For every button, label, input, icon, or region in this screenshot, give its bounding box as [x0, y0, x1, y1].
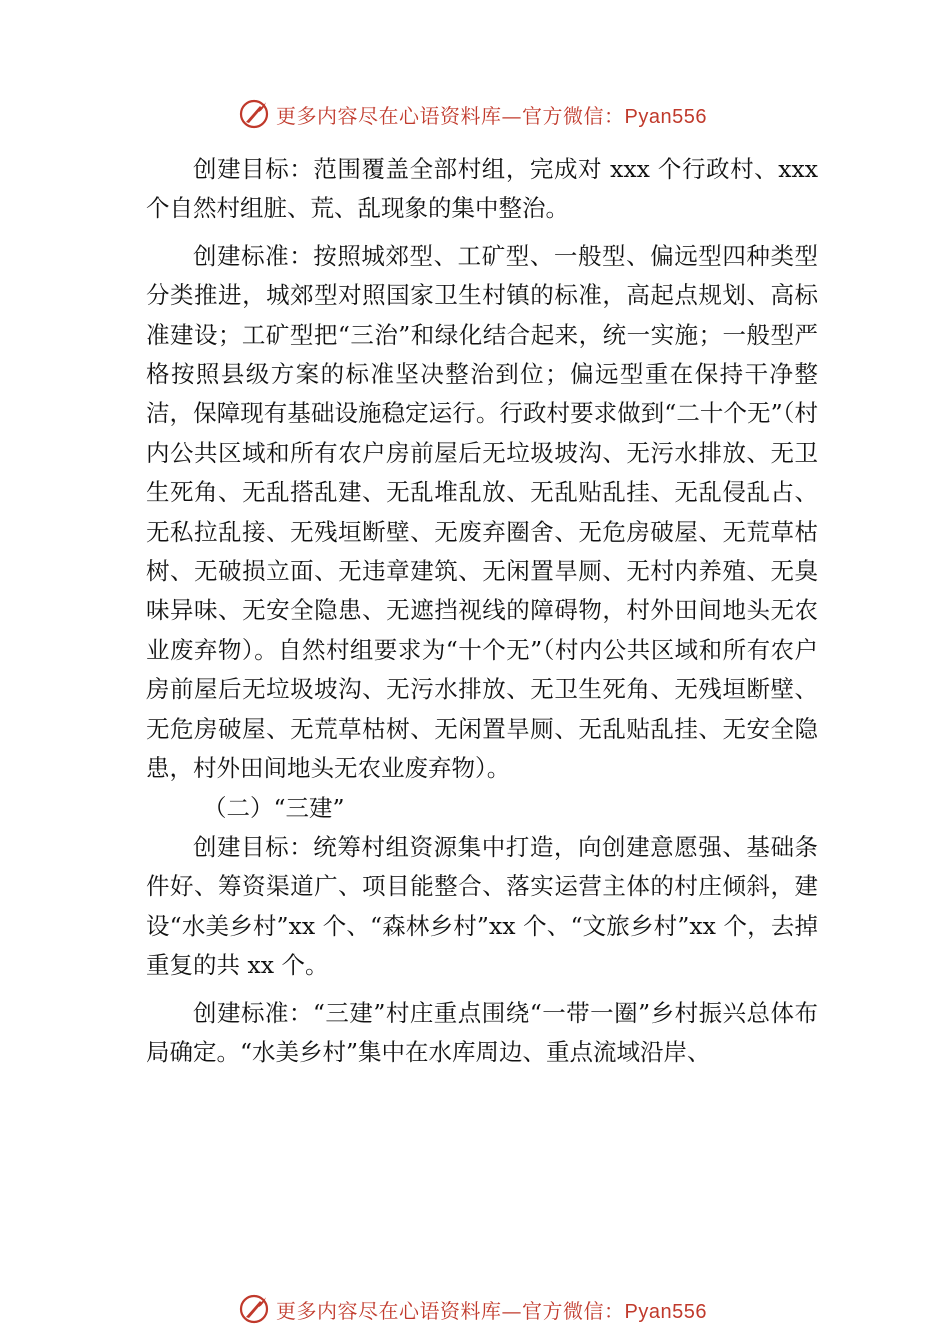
paragraph-goal-2: 创建目标：统筹村组资源集中打造，向创建意愿强、基础条件好、筹资渠道广、项目能整合、落实运营主体的村庄倾斜，建设“水美乡村”xx 个、“森林乡村”xx 个、“文旅乡村”xx 个，去掉重复的共 xx 个。: [146, 832, 818, 980]
section-heading: （二）“三建”: [203, 793, 345, 822]
watermark-text: [276, 1295, 707, 1324]
watermark-text: [276, 100, 707, 129]
watermark-wechat-id: Pyan556: [624, 105, 707, 128]
paragraph-goal-1: 创建目标：范围覆盖全部村组，完成对 xxx 个行政村、xxx 个自然村组脏、荒、乱现象的集中整治。: [146, 155, 818, 223]
watermark-header: [238, 96, 707, 132]
quill-circle-logo-icon: [238, 98, 270, 130]
quill-circle-logo-icon: [238, 1293, 270, 1325]
watermark-label: 更多内容尽在心语资料库—官方微信：: [276, 103, 625, 128]
paragraph-standard-1: 创建标准：按照城郊型、工矿型、一般型、偏远型四种类型分类推进，城郊型对照国家卫生村镇的标准，高起点规划、高标准建设；工矿型把“三治”和绿化结合起来，统一实施；一般型严格按照县级方案的标准坚决整治到位；偏远型重在保持干净整洁，保障现有基础设施稳定运行。行政村要求做到“二十个无”（村内公共区域和所有农户房前屋后无垃圾坡沟、无污水排放、无卫生死角、无乱搭乱建、无乱堆乱放、无乱贴乱挂、无乱侵乱占、无私拉乱接、无残垣断壁、无废弃圈舍、无危房破屋、无荒草枯树、无破损立面、无违章建筑、无闲置旱厕、无村内养殖、无臭味异味、无安全隐患、无遮挡视线的障碍物，村外田间地头无农业废弃物）。自然村组要求为“十个无”（村内公共区域和所有农户房前屋后无垃圾坡沟、无污水排放、无卫生死角、无残垣断壁、无危房破屋、无荒草枯树、无闲置旱厕、无乱贴乱挂、无安全隐患，村外田间地头无农业废弃物）。: [146, 241, 818, 783]
paragraph-standard-2: 创建标准：“三建”村庄重点围绕“一带一圈”乡村振兴总体布局确定。“水美乡村”集中在水库周边、重点流域沿岸、: [146, 998, 818, 1066]
document-body: [146, 150, 818, 1072]
watermark-label: 更多内容尽在心语资料库—官方微信：: [276, 1298, 625, 1323]
watermark-wechat-id: Pyan556: [624, 1300, 707, 1323]
watermark-footer: [238, 1291, 707, 1327]
